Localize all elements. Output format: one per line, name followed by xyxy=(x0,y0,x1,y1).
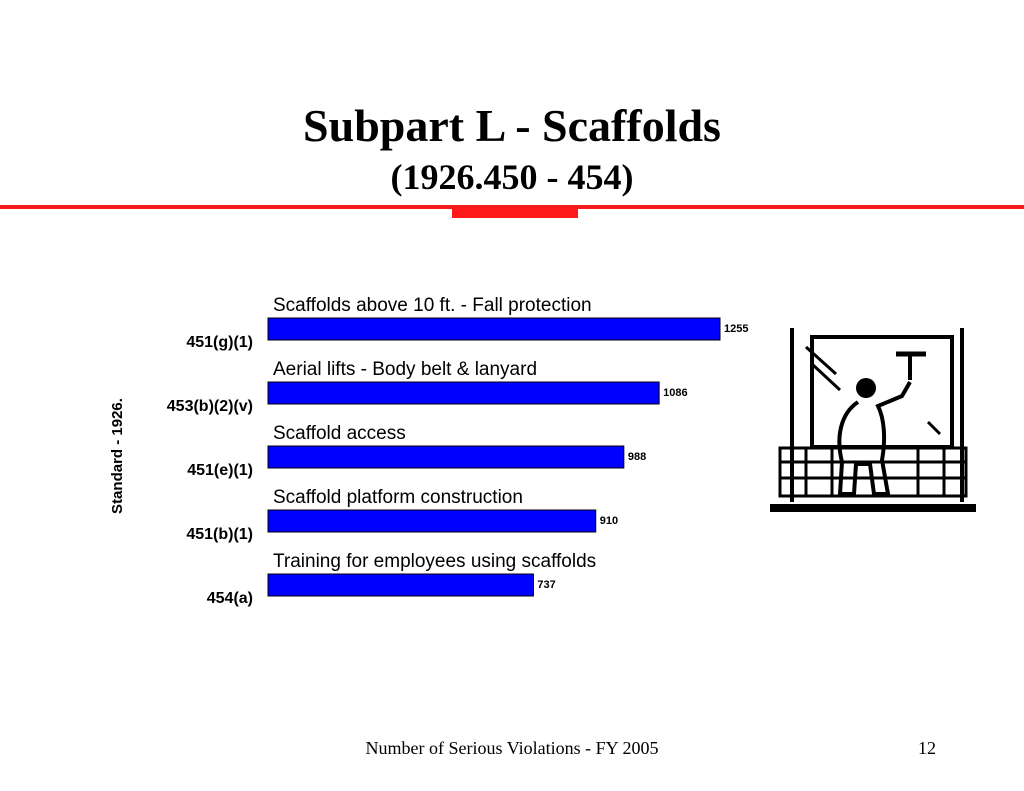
category-label: 451(b)(1) xyxy=(186,526,253,543)
page-number: 12 xyxy=(918,738,936,758)
window-washer-icon xyxy=(770,322,976,516)
bar-description: Scaffold access xyxy=(273,423,406,444)
slide-subtitle: (1926.450 - 454) xyxy=(390,157,634,197)
category-label: 451(g)(1) xyxy=(186,334,253,351)
bar-description: Scaffolds above 10 ft. - Fall protection xyxy=(273,295,592,316)
category-label: 451(e)(1) xyxy=(187,462,253,479)
bar xyxy=(268,510,596,532)
category-label: 453(b)(2)(v) xyxy=(166,398,253,415)
data-label: 988 xyxy=(627,451,647,463)
data-label: 1086 xyxy=(663,387,688,399)
bar-description: Aerial lifts - Body belt & lanyard xyxy=(273,359,538,380)
bar-description: Scaffold platform construction xyxy=(273,487,523,508)
bar-series xyxy=(167,295,749,607)
bar xyxy=(268,382,659,404)
data-label: 1255 xyxy=(724,323,749,335)
bar xyxy=(268,318,720,340)
bar xyxy=(268,574,533,596)
chart-caption: Number of Serious Violations - FY 2005 xyxy=(365,738,659,758)
bar xyxy=(268,446,624,468)
category-label: 454(a) xyxy=(206,590,253,607)
data-label: 737 xyxy=(537,579,556,591)
y-axis-title: Standard - 1926. xyxy=(109,398,126,514)
slide-title: Subpart L - Scaffolds xyxy=(303,100,721,151)
data-label: 910 xyxy=(599,515,619,527)
bar-description: Training for employees using scaffolds xyxy=(273,551,597,572)
